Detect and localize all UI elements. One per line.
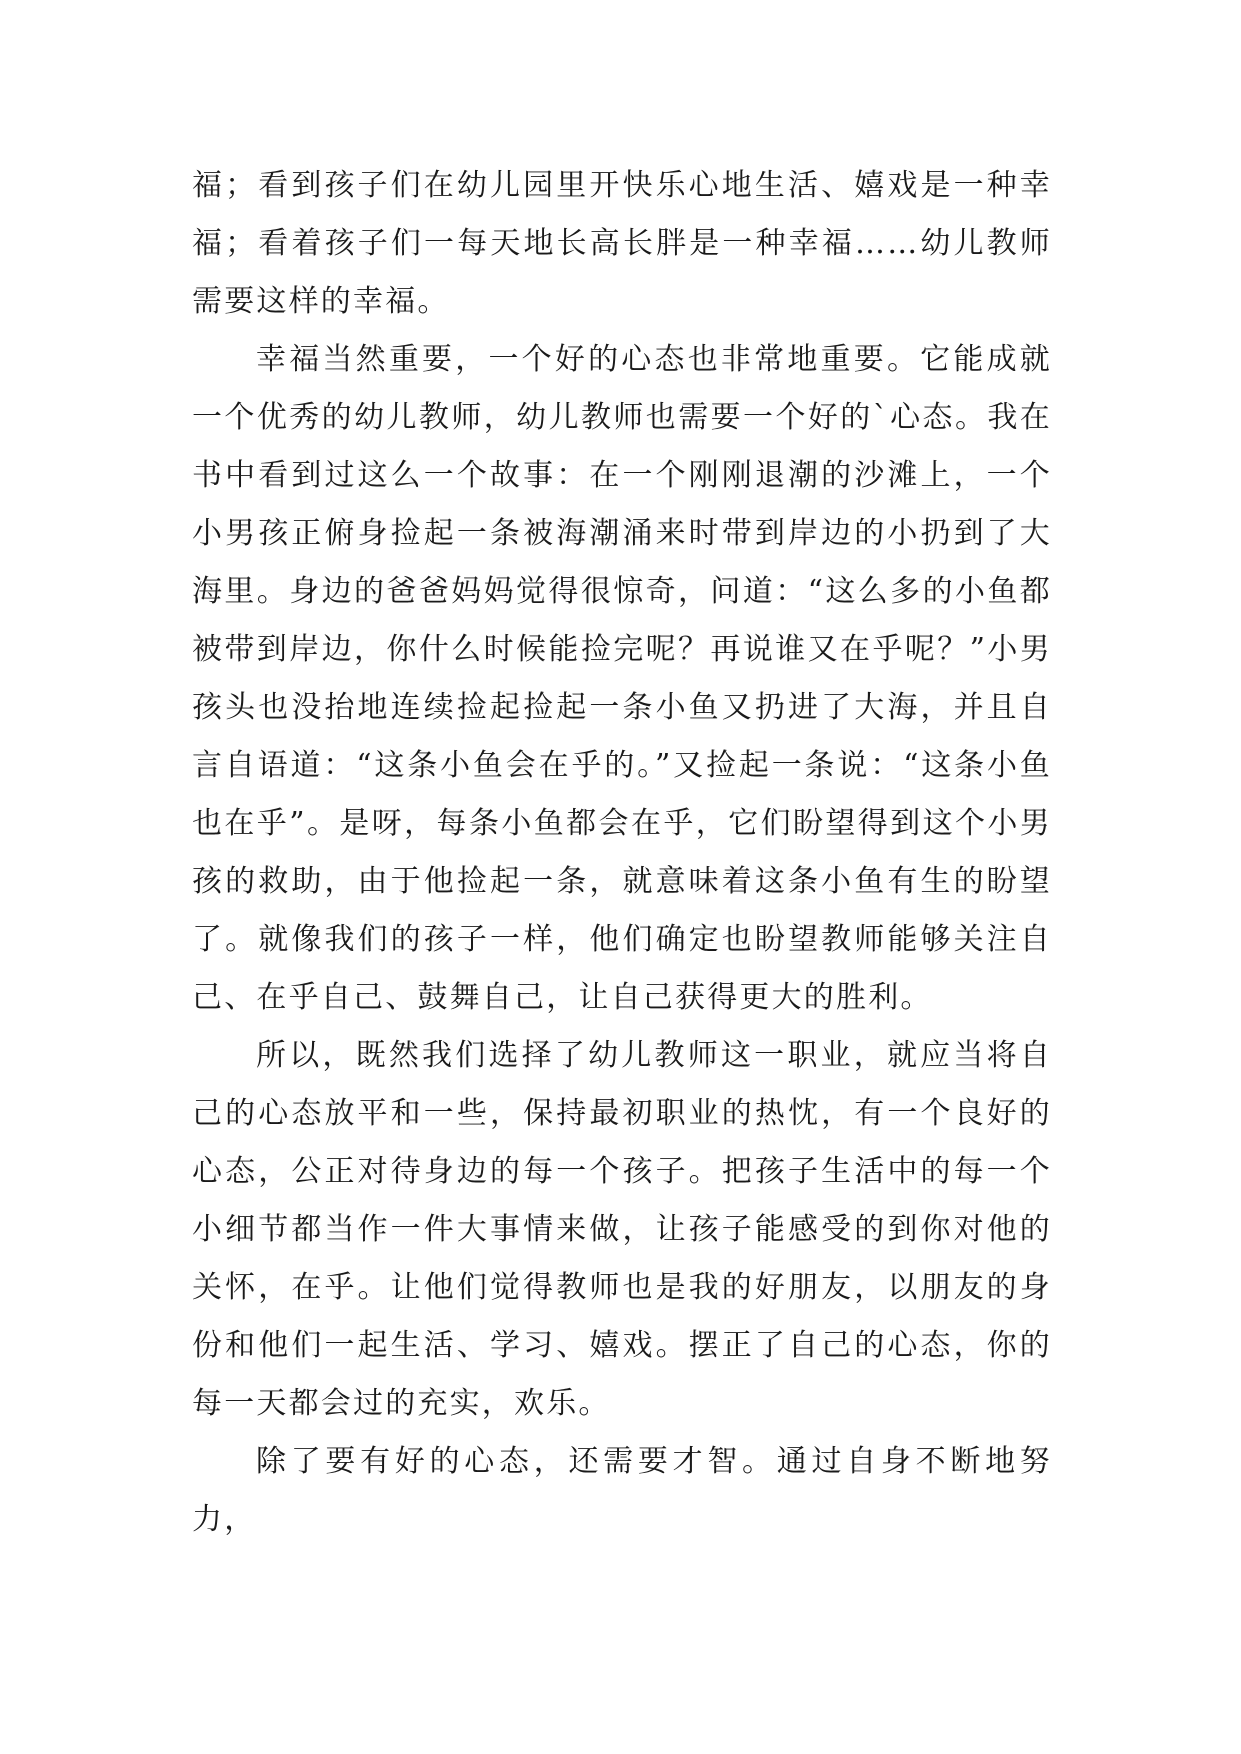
paragraph-4: 除了要有好的心态，还需要才智。通过自身不断地努力， bbox=[192, 1444, 1052, 1537]
paragraph-1: 福；看到孩子们在幼儿园里开快乐心地生活、嬉戏是一种幸福；看着孩子们一每天地长高长胖是一种幸福……幼儿教师需要这样的幸福。 bbox=[192, 168, 1052, 319]
paragraph-2: 幸福当然重要，一个好的心态也非常地重要。它能成就一个优秀的幼儿教师，幼儿教师也需要一个好的`心态。我在书中看到过这么一个故事：在一个刚刚退潮的沙滩上，一个小男孩正俯身捡起一条被海潮涌来时带到岸边的小扔到了大海里。身边的爸爸妈妈觉得很惊奇，问道：“这么多的小鱼都被带到岸边，你什么时候能捡完呢？再说谁又在乎呢？”小男孩头也没抬地连续捡起捡起一条小鱼又扔进了大海，并且自言自语道：“这条小鱼会在乎的。”又捡起一条说：“这条小鱼也在乎”。是呀，每条小鱼都会在乎，它们盼望得到这个小男孩的救助，由于他捡起一条，就意味着这条小鱼有生的盼望了。就像我们的孩子一样，他们确定也盼望教师能够关注自己、在乎自己、鼓舞自己，让自己获得更大的胜利。 bbox=[192, 342, 1052, 1015]
document-body bbox=[192, 157, 1052, 1549]
paragraph-3: 所以，既然我们选择了幼儿教师这一职业，就应当将自己的心态放平和一些，保持最初职业的热忱，有一个良好的心态，公正对待身边的每一个孩子。把孩子生活中的每一个小细节都当作一件大事情来做，让孩子能感受的到你对他的关怀，在乎。让他们觉得教师也是我的好朋友，以朋友的身份和他们一起生活、学习、嬉戏。摆正了自己的心态，你的每一天都会过的充实，欢乐。 bbox=[192, 1038, 1052, 1421]
